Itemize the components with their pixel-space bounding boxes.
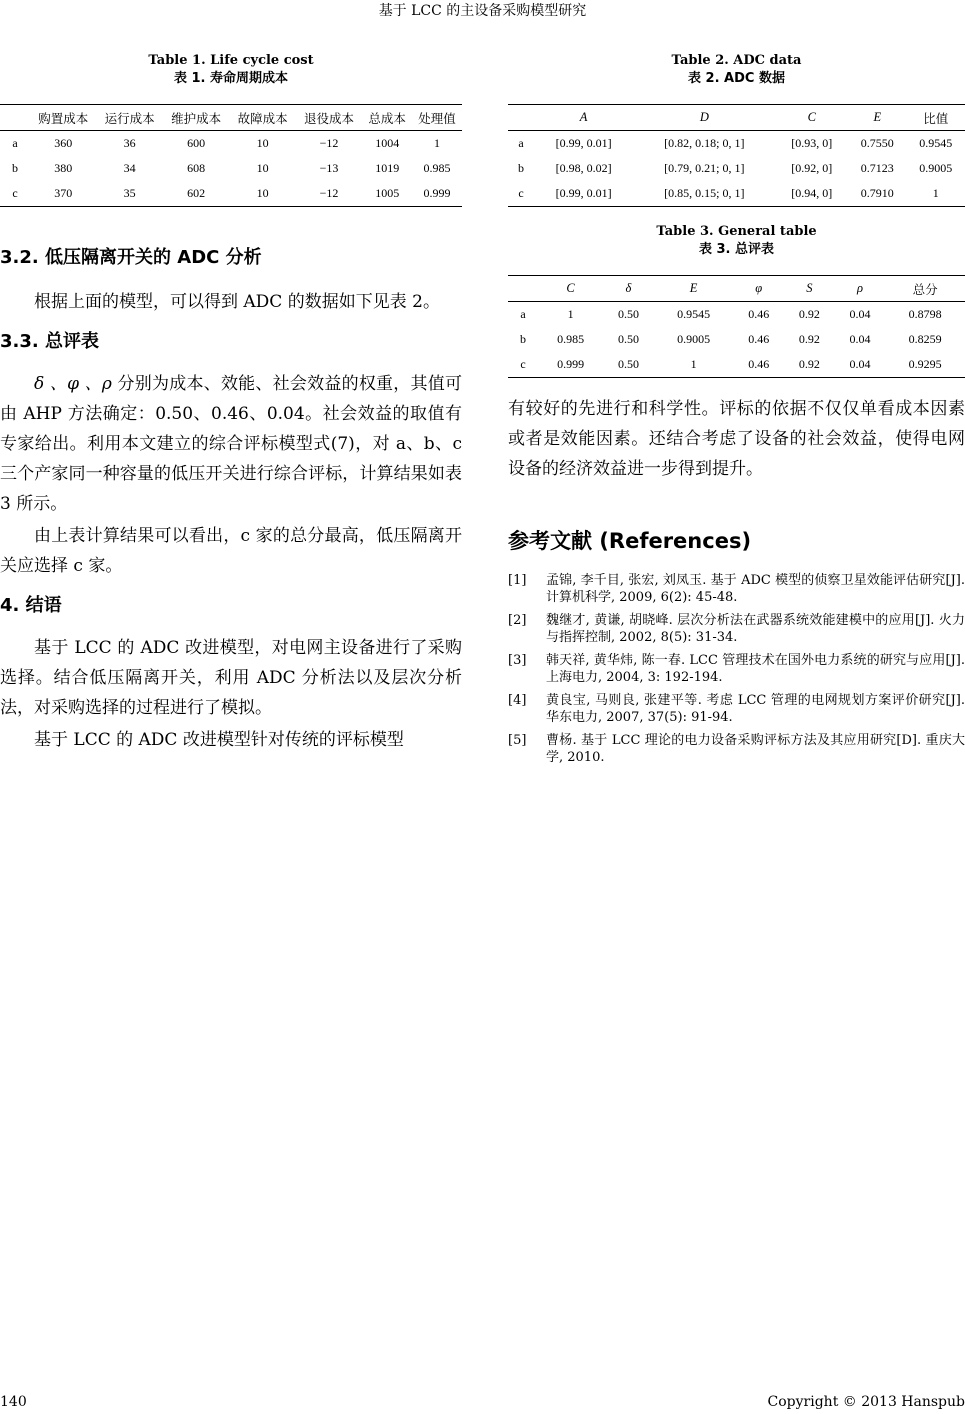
weight-symbols: δ 、φ 、ρ — [34, 374, 112, 394]
table3-caption-cn: 表 3. 总评表 — [698, 242, 775, 257]
section-3-3-paragraph-1 — [0, 369, 462, 519]
reference-text: 曹杨. 基于 LCC 理论的电力设备采购评标方法及其应用研究[D]. 重庆大学, 2010. — [546, 733, 965, 765]
table-cell: −12 — [319, 136, 339, 150]
table-cell: 0.9295 — [885, 352, 965, 378]
table-cell: 0.8259 — [908, 332, 942, 346]
table3-general-table — [508, 275, 965, 378]
table-cell: [0.92, 0] — [791, 161, 833, 175]
table-cell: a — [12, 136, 18, 150]
section-3-3-paragraph-1-text: 分别为成本、效能、社会效益的权重，其值可由 AHP 方法确定：0.50、0.46、0.04。社会效益的取值有专家给出。利用本文建立的综合评标模型式(7)，对 a、b、c 三个产家同一种容量的低压开关进行综合评标，计算结果如表 3 所示。 — [0, 374, 462, 514]
reference-item — [508, 652, 965, 686]
table2-caption-cn: 表 2. ADC 数据 — [688, 71, 785, 86]
table-cell: 0.92 — [798, 332, 820, 346]
table-cell: −12 — [296, 181, 362, 207]
table-row — [508, 352, 965, 378]
table-cell: 0.9005 — [677, 332, 711, 346]
reference-item — [508, 572, 965, 606]
table1-header-cell — [0, 105, 30, 131]
table1-header-cell: 退役成本 — [296, 105, 362, 131]
reference-number: [1] — [508, 573, 527, 588]
table-cell: [0.99, 0.01] — [555, 136, 612, 150]
table-cell: 0.7910 — [848, 181, 906, 207]
table1-header-cell: 运行成本 — [96, 105, 162, 131]
reference-text: 孟锦, 李千目, 张宏, 刘凤玉. 基于 ADC 模型的侦察卫星效能评估研究[J]. 计算机科学, 2009, 6(2): 45-48. — [546, 573, 965, 605]
table-cell: 370 — [30, 181, 96, 207]
table-cell: 10 — [256, 136, 269, 150]
table3-header-cell — [508, 276, 538, 302]
table-cell: b — [12, 161, 18, 175]
references-list — [508, 572, 965, 766]
table-cell: 1 — [434, 136, 441, 150]
section-3-3-paragraph-2: 由上表计算结果可以看出，c 家的总分最高，低压隔离开关应选择 c 家。 — [0, 526, 462, 576]
table2-header-row — [508, 105, 965, 131]
table3-header-row — [508, 276, 965, 302]
table-cell: 0.8798 — [908, 307, 942, 321]
table-cell: 1004 — [375, 136, 400, 150]
left-column — [0, 52, 462, 755]
table-row — [508, 156, 965, 181]
table-cell: [0.79, 0.21; 0, 1] — [664, 161, 745, 175]
table-cell: [0.98, 0.02] — [555, 161, 612, 175]
table-cell: 0.985 — [557, 332, 585, 346]
table2-header-cell: 比值 — [907, 105, 965, 131]
table-cell: 0.985 — [423, 161, 451, 175]
table-cell: 0.999 — [412, 181, 462, 207]
table-cell: 0.9545 — [677, 307, 711, 321]
table-cell: 608 — [187, 161, 206, 175]
table-cell: 380 — [54, 161, 73, 175]
section-3-3-heading: 3.3. 总评表 — [0, 331, 99, 352]
table-cell: 0.04 — [849, 307, 871, 321]
table-cell: 0.46 — [748, 307, 770, 321]
table3-header-cell: ρ — [835, 276, 886, 302]
table-row — [0, 131, 462, 157]
reference-number: [5] — [508, 733, 527, 748]
reference-item — [508, 732, 965, 766]
copyright-notice: Copyright © 2013 Hanspub — [767, 1394, 965, 1410]
reference-text: 黄良宝, 马则良, 张建平等. 考虑 LCC 管理的电网规划方案评价研究[J]. 华东电力, 2007, 37(5): 91-94. — [546, 693, 965, 725]
table-cell: 10 — [256, 161, 269, 175]
table1-header-cell: 维护成本 — [163, 105, 229, 131]
table-cell: 0.46 — [733, 352, 784, 378]
table-cell: 0.999 — [538, 352, 603, 378]
reference-number: [4] — [508, 693, 527, 708]
table3-header-cell: φ — [733, 276, 784, 302]
table-cell: 1 — [654, 352, 734, 378]
section-3-2-paragraph: 根据上面的模型，可以得到 ADC 的数据如下见表 2。 — [34, 292, 440, 312]
reference-item — [508, 692, 965, 726]
table1-caption — [0, 52, 462, 88]
table-cell: [0.94, 0] — [775, 181, 848, 207]
table-cell: 1005 — [362, 181, 412, 207]
table-row — [0, 156, 462, 181]
table-row — [508, 131, 965, 157]
reference-number: [3] — [508, 653, 527, 668]
table-cell: 600 — [187, 136, 206, 150]
table-cell: 602 — [163, 181, 229, 207]
table-cell: 0.46 — [748, 332, 770, 346]
table-cell: 0.92 — [784, 352, 835, 378]
running-header: 基于 LCC 的主设备采购模型研究 — [378, 3, 587, 19]
table-cell: c — [0, 181, 30, 207]
table2-header-cell: E — [848, 105, 906, 131]
table-cell: 1 — [907, 181, 965, 207]
table2-caption-en: Table 2. ADC data — [671, 53, 802, 68]
table1-caption-en: Table 1. Life cycle cost — [148, 53, 314, 68]
table-cell: 36 — [123, 136, 136, 150]
table-row — [508, 327, 965, 352]
table-cell: 0.7550 — [860, 136, 894, 150]
section-3-2-heading: 3.2. 低压隔离开关的 ADC 分析 — [0, 247, 262, 268]
table-cell: 0.50 — [617, 332, 639, 346]
table-cell: b — [520, 332, 526, 346]
table-cell: 0.50 — [603, 352, 654, 378]
table2-header-cell — [508, 105, 534, 131]
reference-text: 韩天祥, 黄华炜, 陈一春. LCC 管理技术在国外电力系统的研究与应用[J]. 上海电力, 2004, 3: 192-194. — [546, 653, 965, 685]
table-cell: 0.04 — [849, 332, 871, 346]
table3-header-cell: 总分 — [885, 276, 965, 302]
table2-caption — [508, 52, 965, 88]
table-cell: [0.82, 0.18; 0, 1] — [664, 136, 745, 150]
table2-header-cell: A — [534, 105, 633, 131]
table3-header-cell: δ — [603, 276, 654, 302]
table-cell: 0.9545 — [919, 136, 953, 150]
table-cell: 34 — [123, 161, 136, 175]
table-cell: 360 — [54, 136, 73, 150]
table-cell: 0.50 — [617, 307, 639, 321]
table1-header-cell: 总成本 — [362, 105, 412, 131]
table-cell: [0.93, 0] — [791, 136, 833, 150]
table1-life-cycle-cost — [0, 104, 462, 207]
table-row — [0, 181, 462, 207]
table1-header-cell: 购置成本 — [30, 105, 96, 131]
table-cell: [0.99, 0.01] — [534, 181, 633, 207]
table-cell: 10 — [229, 181, 295, 207]
table-cell: a — [518, 136, 524, 150]
table-cell: 0.9005 — [919, 161, 953, 175]
table-row — [508, 181, 965, 207]
table3-header-cell: S — [784, 276, 835, 302]
table-cell: 0.04 — [835, 352, 886, 378]
right-column — [508, 52, 965, 772]
table-cell: c — [508, 181, 534, 207]
table-cell: 1019 — [375, 161, 400, 175]
reference-number: [2] — [508, 613, 527, 628]
references-heading: 参考文献 (References) — [508, 529, 752, 553]
table-cell: 1 — [567, 307, 574, 321]
table-cell: c — [508, 352, 538, 378]
table3-caption — [508, 223, 965, 259]
table-cell: b — [518, 161, 524, 175]
page-number: 140 — [0, 1394, 27, 1410]
reference-text: 魏继才, 黄谦, 胡晓峰. 层次分析法在武器系统效能建模中的应用[J]. 火力与指挥控制, 2002, 8(5): 31-34. — [546, 613, 965, 645]
table1-header-cell: 处理值 — [412, 105, 462, 131]
table2-header-cell: C — [775, 105, 848, 131]
table-cell: a — [520, 307, 526, 321]
table-cell: 35 — [96, 181, 162, 207]
table3-header-cell: E — [654, 276, 734, 302]
table2-header-cell: D — [633, 105, 775, 131]
section-4-paragraph-1: 基于 LCC 的 ADC 改进模型，对电网主设备进行了采购选择。结合低压隔离开关，利用 ADC 分析法以及层次分析法，对采购选择的过程进行了模拟。 — [0, 638, 462, 718]
table3-header-cell: C — [538, 276, 603, 302]
reference-item — [508, 612, 965, 646]
table-cell: −13 — [319, 161, 339, 175]
table-row — [508, 302, 965, 328]
table-cell: 0.92 — [798, 307, 820, 321]
conclusion-continuation: 有较好的先进行和科学性。评标的依据不仅仅单看成本因素或者是效能因素。还结合考虑了设备的社会效益，使得电网设备的经济效益进一步得到提升。 — [508, 399, 965, 479]
table-cell: [0.85, 0.15; 0, 1] — [633, 181, 775, 207]
section-4-paragraph-2: 基于 LCC 的 ADC 改进模型针对传统的评标模型 — [34, 730, 404, 750]
table1-header-row — [0, 105, 462, 131]
section-4-heading: 4. 结语 — [0, 595, 62, 616]
table1-caption-cn: 表 1. 寿命周期成本 — [173, 71, 289, 86]
table1-header-cell: 故障成本 — [229, 105, 295, 131]
table2-adc-data — [508, 104, 965, 207]
table3-caption-en: Table 3. General table — [656, 224, 817, 239]
table-cell: 0.7123 — [860, 161, 894, 175]
